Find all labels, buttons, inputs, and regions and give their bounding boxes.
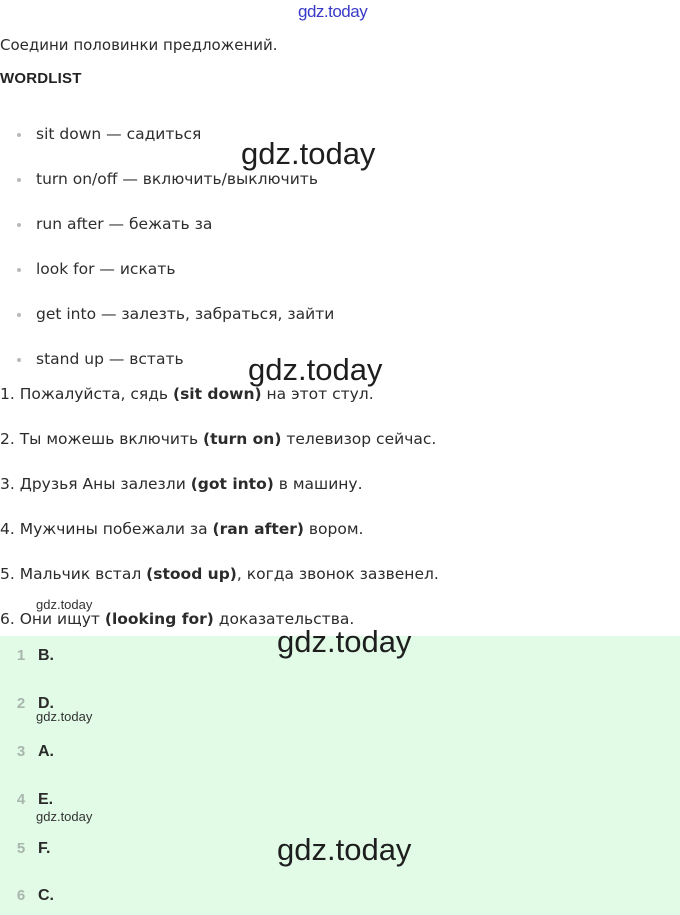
sentence-start: 2. Ты можешь включить [0, 430, 204, 448]
sentence-phrase: (ran after) [212, 520, 304, 538]
bullet-icon [17, 133, 21, 137]
sentence-phrase: (turn on) [203, 430, 282, 448]
watermark-large: gdz.today [277, 832, 412, 867]
wordlist-item-text: run after — бежать за [36, 215, 213, 233]
bullet-icon [17, 358, 21, 362]
sentence-end: , когда звонок зазвенел. [236, 565, 439, 583]
watermark-top: gdz.today [298, 2, 368, 21]
answer-value: F. [38, 840, 51, 857]
sentence-start: 5. Мальчик встал [0, 565, 147, 583]
sentence-end: в машину. [273, 475, 363, 493]
sentence-phrase: (looking for) [104, 610, 214, 628]
sentence [0, 426, 439, 471]
watermark-small: gdz.today [36, 809, 93, 824]
answer-value: C. [38, 887, 54, 904]
wordlist-item-text: get into — залезть, забраться, зайти [36, 305, 335, 323]
answer-number: 6 [16, 887, 26, 904]
answer-value: A. [38, 743, 54, 760]
sentence-start: 1. Пожалуйста, сядь [0, 385, 173, 403]
wordlist-item-text: look for — искать [36, 260, 176, 278]
watermark-small: gdz.today [36, 709, 93, 724]
answer-value: D. [38, 695, 54, 712]
watermark-large: gdz.today [241, 136, 376, 171]
sentence-end: на этот стул. [261, 385, 374, 403]
bullet-icon [17, 268, 21, 272]
wordlist-heading: WORDLIST [0, 70, 82, 87]
answer-number: 3 [16, 743, 26, 760]
watermark-small: gdz.today [36, 597, 93, 612]
answer-panel [0, 636, 680, 915]
wordlist-item-text: turn on/off — включить/выключить [36, 170, 318, 188]
answer-value: B. [38, 647, 54, 664]
answer-number: 2 [16, 695, 26, 712]
answer-number: 5 [16, 840, 26, 857]
bullet-icon [17, 313, 21, 317]
wordlist-item [0, 206, 334, 251]
sentence-phrase: (stood up) [146, 565, 237, 583]
bullet-icon [17, 223, 21, 227]
answer-number: 1 [16, 647, 26, 664]
sentence-end: телевизор сейчас. [281, 430, 437, 448]
sentence [0, 471, 439, 516]
watermark-large: gdz.today [248, 352, 383, 387]
sentence-phrase: (sit down) [173, 385, 262, 403]
wordlist-item-text: stand up — встать [36, 350, 184, 368]
sentence [0, 516, 439, 561]
sentence-phrase: (got into) [190, 475, 274, 493]
sentence-start: 4. Мужчины побежали за [0, 520, 213, 538]
answer-value: E. [38, 791, 54, 808]
wordlist-item [0, 296, 334, 341]
sentence-end: доказательства. [213, 610, 355, 628]
wordlist-item-text: sit down — садиться [36, 125, 202, 143]
instruction-text: Соедини половинки предложений. [0, 36, 278, 54]
sentence-start: 6. Они ищут [0, 610, 105, 628]
sentence-start: 3. Друзья Аны залезли [0, 475, 191, 493]
watermark-large: gdz.today [277, 624, 412, 659]
sentence-end: вором. [304, 520, 364, 538]
wordlist-item [0, 251, 334, 296]
answer-number: 4 [16, 791, 26, 808]
bullet-icon [17, 178, 21, 182]
